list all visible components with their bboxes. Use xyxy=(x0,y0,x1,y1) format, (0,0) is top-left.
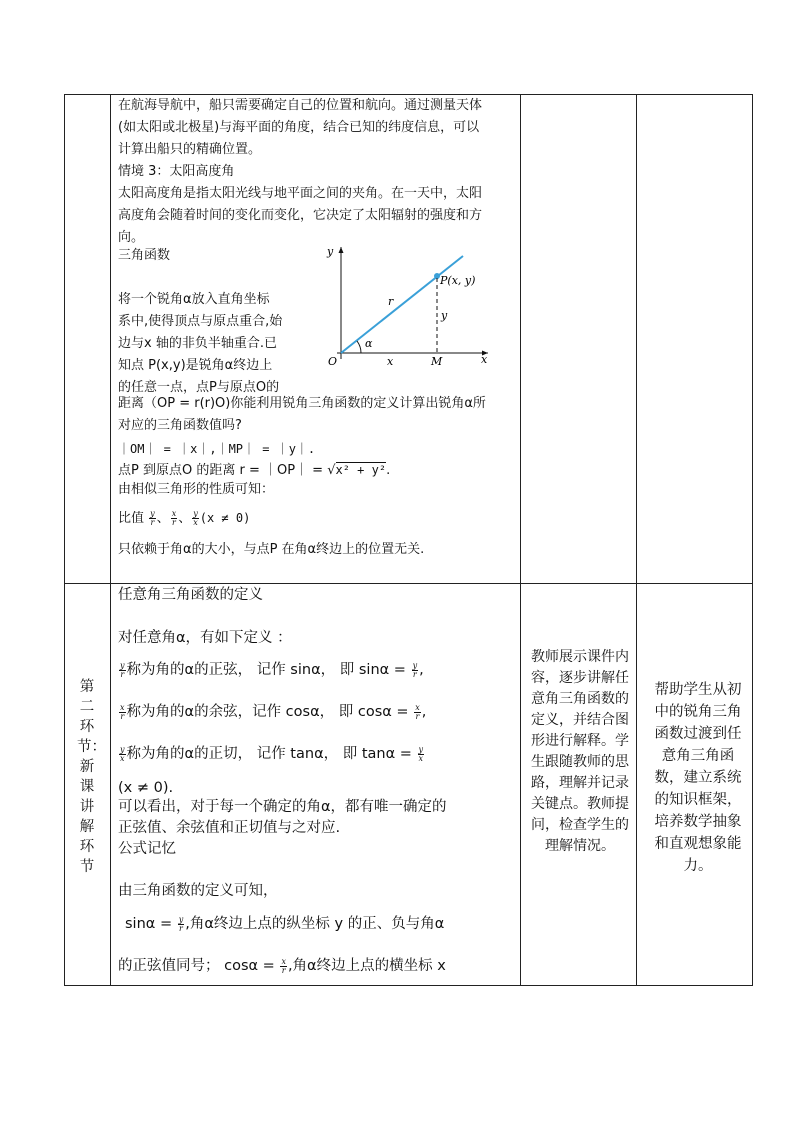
unique-line-2: 正弦值、余弦值和正切值与之对应. xyxy=(118,820,341,836)
table-row-divider xyxy=(65,583,752,584)
row1-line: 在航海导航中，船只需要确定自己的位置和航向。通过测量天体 xyxy=(118,98,483,113)
fraction-y-r: $\frac{y}{r}$ xyxy=(178,914,184,933)
r-label: r xyxy=(388,295,394,308)
stage-label: 第二环节：新课讲解环节 xyxy=(77,679,106,875)
fraction-x-r: $\frac{x}{r}$ xyxy=(415,702,420,721)
tan-definition xyxy=(118,744,425,764)
fraction-y-r: $\frac{y}{r}$ xyxy=(150,509,155,527)
similar-line: 由相似三角形的性质可知： xyxy=(118,482,275,497)
section-title: 任意角三角函数的定义 xyxy=(118,587,263,603)
radius-suffix: . xyxy=(386,463,391,478)
distance-line-2: 对应的三角函数值吗? xyxy=(118,418,242,433)
teacher-activity: 教师展示课件内容，逐步讲解任意角三角函数的定义，并结合图形进行解释。学生跟随教师的思路，理解并记录关键点。教师提问，检查学生的理解情况。 xyxy=(531,649,629,854)
row1-line: 计算出船只的精确位置。 xyxy=(118,142,262,157)
sqrt-icon: √ xyxy=(327,463,336,478)
lesson-table xyxy=(64,94,753,986)
row1-line: 太阳高度角是指太阳光线与地平面之间的夹角。在一天中，太阳 xyxy=(118,186,483,201)
cos-sign-pre: 的正弦值同号； cosα = xyxy=(118,958,280,974)
know-line: 由三角函数的定义可知， xyxy=(118,883,278,899)
row1-line: 情境 3：太阳高度角 xyxy=(118,164,235,179)
point-label: P(x, y) xyxy=(440,274,476,287)
side-line: 将一个锐角α放入直角坐标 xyxy=(118,292,270,307)
row1-line: 高度角会随着时间的变化而变化，它决定了太阳辐射的强度和方 xyxy=(118,208,483,223)
fraction-y-r: $\frac{y}{r}$ xyxy=(412,660,418,679)
table-divider xyxy=(520,95,521,985)
terminal-side xyxy=(341,256,463,353)
radius-sqrt: x² + y² xyxy=(335,463,387,477)
intro-line: 对任意角α，有如下定义 ： xyxy=(118,630,292,646)
fraction-y-r: $\frac{y}{r}$ xyxy=(120,660,125,679)
fraction-y-x: $\frac{y}{x}$ xyxy=(120,744,125,763)
radius-prefix: 点P 到原点O 的距离 r = ｜OP｜ = xyxy=(118,463,328,478)
table-divider xyxy=(636,95,637,985)
fraction-x-r: $\frac{x}{r}$ xyxy=(171,509,177,527)
sin-sign-pre: sinα = xyxy=(125,916,177,932)
design-purpose: 帮助学生从初中的锐角三角函数过渡到任意角三角函数，建立系统的知识框架，培养数学抽象和直观想象能力。 xyxy=(654,682,742,874)
sin-sign-line xyxy=(125,914,444,934)
cos-sign-line xyxy=(118,956,446,976)
side-line: 边与x 轴的非负半轴重合.已 xyxy=(118,336,277,351)
only-depends-line: 只依赖于角α的大小，与点P 在角α终边上的位置无关. xyxy=(118,542,425,557)
row1-line: 三角函数 xyxy=(118,248,171,263)
row1-line: (如太阳或北极星)与海平面的角度，结合已知的纬度信息，可以 xyxy=(118,120,480,135)
x-axis-label: x xyxy=(481,353,488,366)
sin-definition: $\frac{y}{r}$ 称为角的α的正弦， 记作 sinα， 即 sinα = $\frac{y}{r}$ , xyxy=(120,660,424,679)
radius-line xyxy=(118,461,390,480)
x-segment-label: x xyxy=(387,355,394,366)
sin-text: 称为角的α的正弦， 记作 sinα， 即 sinα = xyxy=(126,662,411,678)
unit-circle-figure xyxy=(313,241,493,366)
abs-value-line: ｜OM｜ = ｜x｜,｜MP｜ = ｜y｜. xyxy=(118,442,316,456)
cos-sign-post: ,角α终边上点的横坐标 x xyxy=(287,958,446,974)
fraction-y-x: $\frac{y}{x}$ xyxy=(193,509,198,527)
distance-line: 距离（OP = r(r)O)你能利用锐角三角函数的定义计算出锐角α所 xyxy=(118,396,486,411)
cos-definition: $\frac{x}{r}$ 称为角的α的余弦，记作 cosα， 即 cosα = $\frac{x}{r}$ , xyxy=(120,702,427,721)
ratio-suffix: (x ≠ 0) xyxy=(199,511,251,525)
fraction-y-x: $\frac{y}{x}$ xyxy=(418,744,424,763)
fraction-x-r: $\frac{x}{r}$ xyxy=(120,702,125,721)
side-line: 的任意一点，点P与原点O的 xyxy=(118,380,280,395)
fraction-x-r: $\frac{x}{r}$ xyxy=(281,956,286,975)
origin-label: O xyxy=(328,355,338,366)
side-line: 知点 P(x,y)是锐角α终边上 xyxy=(118,358,273,373)
angle-arc xyxy=(357,341,361,353)
ratio-prefix: 比值 xyxy=(118,511,149,526)
memo-line: 公式记忆 xyxy=(118,841,176,857)
row1-line: 向。 xyxy=(118,230,145,245)
ratio-line: 比值 $\frac{y}{r}$ 、 $\frac{x}{r}$ 、 $\frac{y}{x}$ (x ≠ 0) xyxy=(118,509,251,527)
unique-line-1: 可以看出，对于每一个确定的角α，都有唯一确定的 xyxy=(118,799,447,815)
alpha-label: α xyxy=(365,337,373,350)
cos-text: 称为角的α的余弦，记作 cosα， 即 cosα = xyxy=(126,704,414,720)
m-label: M xyxy=(431,355,443,366)
condition-line: (x ≠ 0). xyxy=(118,780,174,796)
side-line: 系中,使得顶点与原点重合,始 xyxy=(118,314,283,329)
table-divider xyxy=(110,95,111,985)
sin-sign-post: ,角α终边上点的纵坐标 y 的正、负与角α xyxy=(185,916,445,932)
y-axis-arrow-icon xyxy=(339,247,344,253)
tan-text: 称为角的α的正切， 记作 tanα， 即 tanα = xyxy=(126,746,417,762)
y-segment-label: y xyxy=(441,309,448,322)
y-axis-label: y xyxy=(327,245,334,258)
